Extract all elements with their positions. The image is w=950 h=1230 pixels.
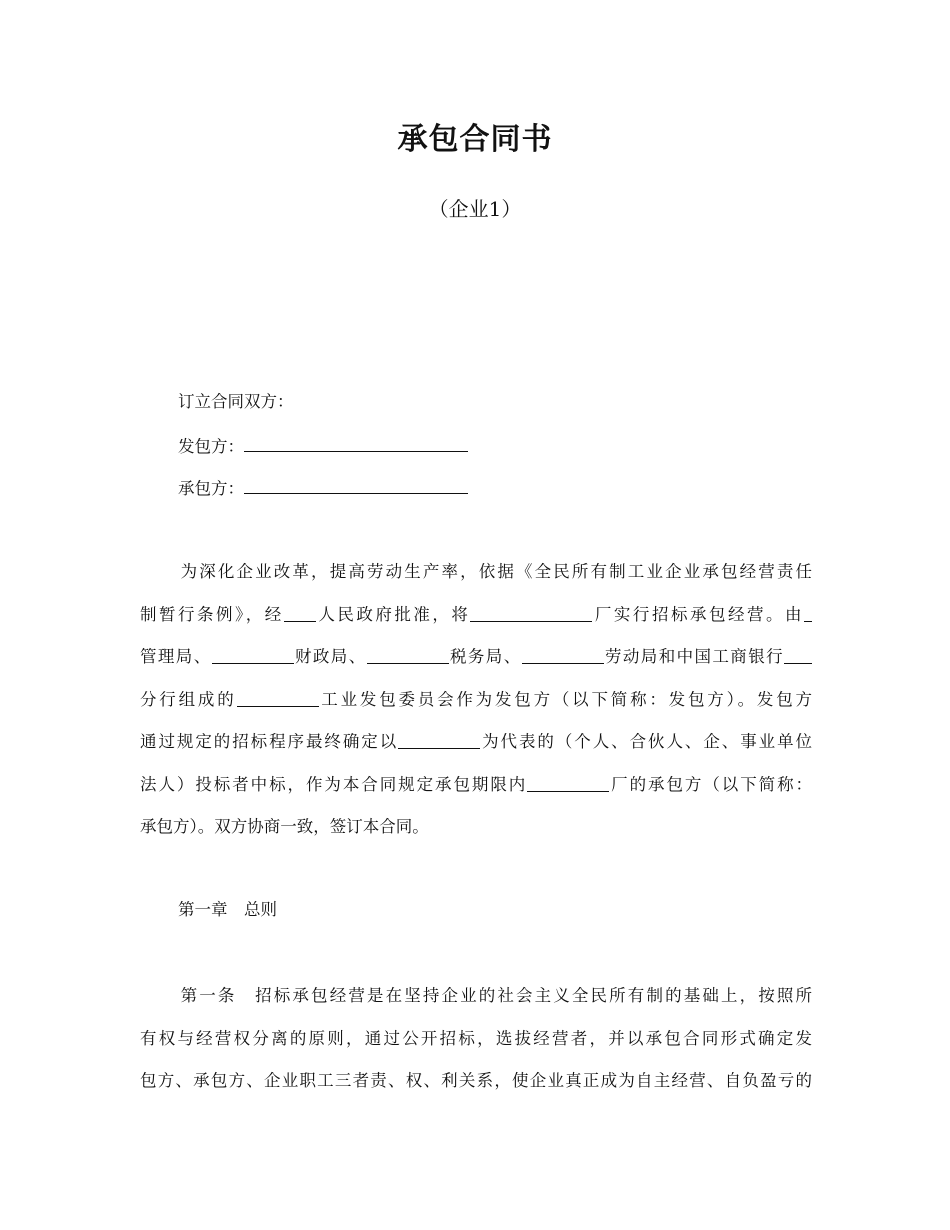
article-1-line-2: 有权与经营权分离的原则，通过公开招标，选拔经营者，并以承包合同形式确定发 [140,1028,812,1048]
contract-factory-blank[interactable] [527,773,609,792]
preamble-line-7: 承包方）。双方协商一致，签订本合同。 [140,817,429,836]
labor-blank[interactable] [522,645,604,664]
article-1-line-1: 第一条 招标承包经营是在坚持企业的社会主义全民所有制的基础上，按照所 [162,986,812,1005]
preamble-line-6: 法人）投标者中标，作为本合同规定承包期限内 厂的承包方（以下简称： [140,774,812,794]
preamble-line-4: 分行组成的 工业发包委员会作为发包方（以下简称：发包方）。发包方 [140,689,812,709]
employer-blank[interactable] [244,435,468,452]
finance-blank[interactable] [212,645,294,664]
article-1-line-3: 包方、承包方、企业职工三者责、权、利关系，使企业真正成为自主经营、自负盈亏的 [140,1071,812,1090]
bank-blank[interactable] [784,645,812,664]
chapter-1-heading: 第一章 总则 [178,900,277,919]
committee-blank[interactable] [237,688,319,707]
preamble-line-1: 为深化企业改革，提高劳动生产率，依据《全民所有制工业企业承包经营责任 [162,562,812,581]
preamble-line-5: 通过规定的招标程序最终确定以 为代表的（个人、合伙人、企、事业单位 [140,732,812,751]
representative-blank[interactable] [398,730,480,749]
factory-blank[interactable] [470,603,592,622]
employer-line [178,435,468,457]
contractor-label: 承包方： [178,479,244,498]
employer-label: 发包方： [178,437,244,456]
government-blank[interactable] [284,603,316,622]
document-title: 承包合同书 [397,122,553,157]
preamble-line-2: 制暂行条例》，经 人民政府批准，将 厂实行招标承包经营。由 [140,594,812,637]
document-subtitle: （企业1） [428,197,522,221]
parties-heading: 订立合同双方： [178,392,294,411]
contractor-line [178,477,468,499]
preamble-line-3: 管理局、 财政局、 税务局、 劳动局和中国工商银行 [140,636,812,679]
contractor-blank[interactable] [244,477,468,494]
tax-blank[interactable] [367,645,449,664]
article-1-paragraph [140,975,812,1103]
preamble-paragraph [140,551,812,849]
bureau-blank[interactable] [804,603,812,622]
